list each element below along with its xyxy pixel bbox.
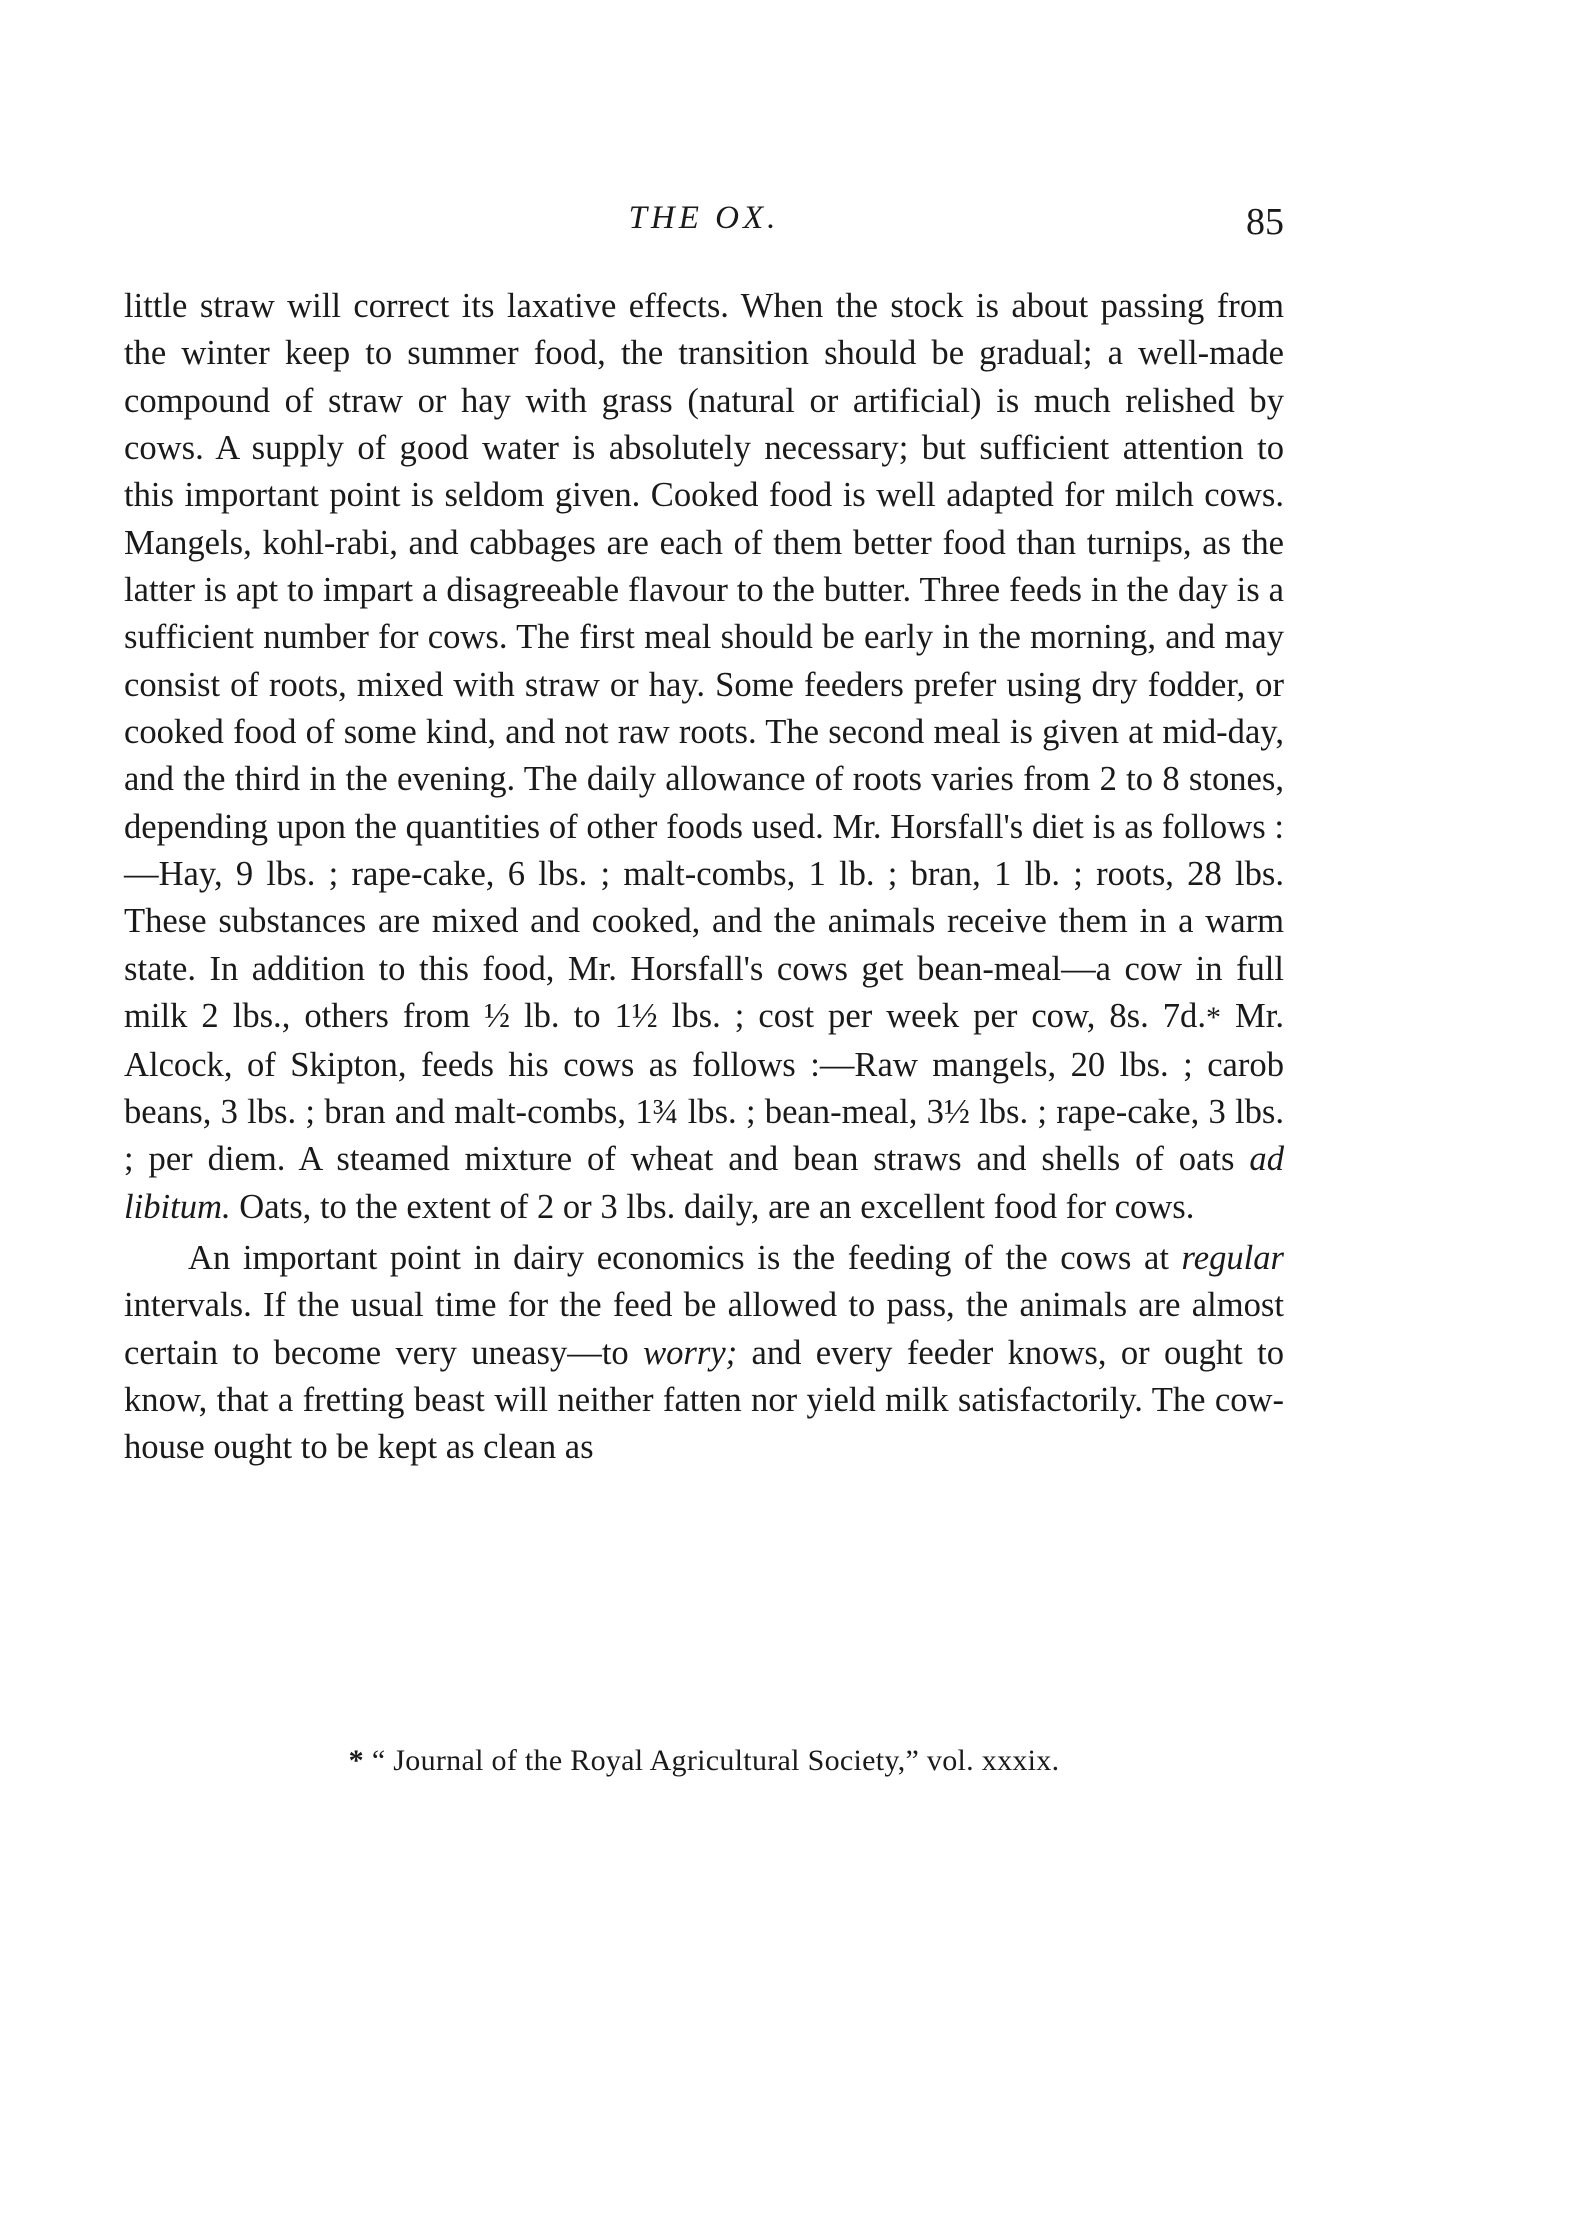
footnote	[124, 1744, 1284, 1778]
paragraph-2-italic-worry: worry;	[643, 1333, 738, 1372]
paragraph-1-part-c: Oats, to the extent of 2 or 3 lbs. daily, are an excellent food for cows.	[230, 1187, 1195, 1226]
page-number: 85	[1246, 201, 1284, 243]
paragraph-1-part-b: Mr. Alcock, of Skipton, feeds his cows as follows :—Raw mangels, 20 lbs. ; carob beans, 3 lbs. ; bran and malt-combs, 1¾ lbs. ; bean-meal, 3½ lbs. ; rape-cake, 3 lbs. ; per diem. A steamed mixture of wheat and bean straws and shells of oats	[124, 997, 1284, 1179]
paragraph-1	[124, 283, 1284, 1231]
paragraph-2-part-b: intervals. If the usual time for the feed be allowed to pass, the animals are almost certain to become very uneasy—to	[124, 1286, 1284, 1372]
paragraph-1-italic: ad libitum.	[124, 1140, 1284, 1226]
footnote-reference: *	[1205, 1001, 1221, 1035]
paragraph-2	[124, 1235, 1284, 1472]
running-head	[124, 200, 1284, 250]
paragraph-2-part-a: An important point in dairy economics is the feeding of the cows at	[188, 1238, 1182, 1277]
footnote-marker: *	[348, 1744, 364, 1777]
footnote-text: “ Journal of the Royal Agricultural Society,” vol. xxxix.	[371, 1744, 1060, 1777]
running-title: THE OX.	[628, 200, 780, 236]
paragraph-2-part-c: and every feeder knows, or ought to know, that a fretting beast will neither fatten nor yield milk satisfactorily. The cow-house ought to be kept as clean as	[124, 1333, 1284, 1467]
paragraph-1-part-a: little straw will correct its laxative effects. When the stock is about passing from the winter keep to summer food, the transition should be gradual; a well-made compound of straw or hay with grass (natural or artificial) is much relished by cows. A supply of good water is absolutely necessary; but sufficient attention to this important point is seldom given. Cooked food is well adapted for milch cows. Mangels, kohl-rabi, and cabbages are each of them better food than turnips, as the latter is apt to impart a disagreeable flavour to the butter. Three feeds in the day is a sufficient number for cows. The first meal should be early in the morning, and may consist of roots, mixed with straw or hay. Some feeders prefer using dry fodder, or cooked food of some kind, and not raw roots. The second meal is given at mid-day, and the third in the evening. The daily allowance of roots varies from 2 to 8 stones, depending upon the quantities of other foods used. Mr. Horsfall's diet is as follows :—Hay, 9 lbs. ; rape-cake, 6 lbs. ; malt-combs, 1 lb. ; bran, 1 lb. ; roots, 28 lbs. These substances are mixed and cooked, and the animals receive them in a warm state. In addition to this food, Mr. Horsfall's cows get bean-meal—a cow in full milk 2 lbs., others from ½ lb. to 1½ lbs. ; cost per week per cow, 8s. 7d.	[124, 287, 1284, 1036]
body-text	[124, 283, 1284, 1472]
paragraph-2-italic-regular: regular	[1181, 1238, 1284, 1277]
